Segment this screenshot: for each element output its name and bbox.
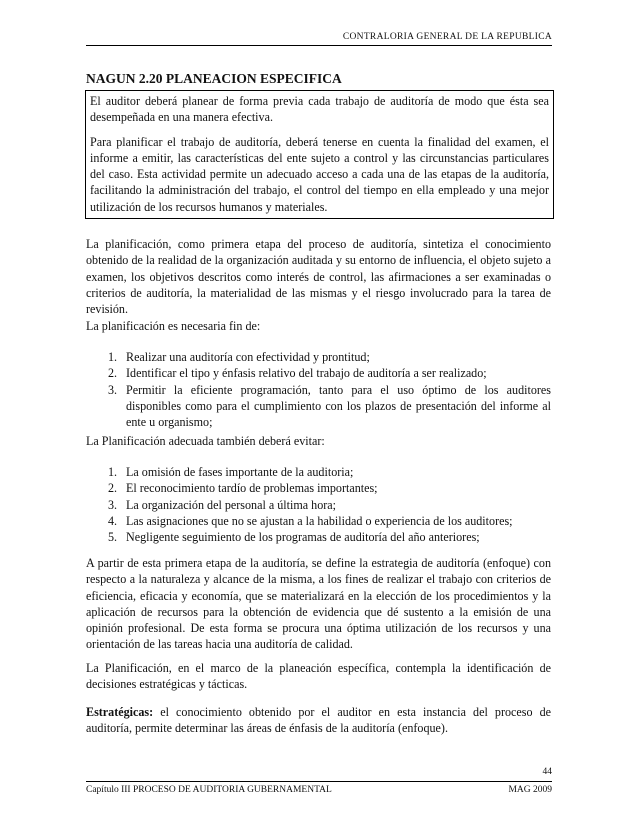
list-number: 2.: [108, 366, 118, 381]
page-number: 44: [542, 767, 552, 777]
list-item: [108, 365, 551, 381]
list-item-text: El reconocimiento tardío de problemas importantes;: [126, 481, 378, 496]
list-number: 2.: [108, 481, 118, 496]
norm-statement-box: [85, 90, 554, 219]
body-paragraph-2: A partir de esta primera etapa de la auditoría, se define la estrategia de auditoría (enfoque) con respecto a la naturaleza y alcance de la misma, a los fines de realizar el trabajo con criterios de eficiencia, eficacia y economía, que se materializará en la elección de los procedimientos y la aplicación de recursos para la obtención de evidencia que dé sustento a la emisión de una opinión profesional. De esta forma se procura una óptima utilización de los recursos y una orientación de las tareas hacia una auditoría de calidad.: [86, 556, 551, 652]
list-number: 5.: [108, 530, 118, 545]
list-item-text: La organización del personal a última hora;: [126, 497, 336, 512]
list-item: [108, 513, 551, 529]
section-title: NAGUN 2.20 PLANEACION ESPECIFICA: [86, 71, 342, 86]
body-paragraph-1: La planificación, como primera etapa del proceso de auditoría, sintetiza el conocimiento obtenido de la realidad de la organización auditada y su entorno de influencia, el objeto sujeto a examen, los objetivos descritos como interés de control, las afirmaciones a ser examinadas o criterios de auditoría, la materialidad de las mismas y el riesgo involucrado para la tarea de revisión.: [86, 237, 551, 317]
page-header: CONTRALORIA GENERAL DE LA REPUBLICA: [342, 32, 552, 42]
strategic-text: el conocimiento obtenido por el auditor en esta instancia del proceso de auditoría, permite determinar las áreas de énfasis de la auditoría (enfoque).: [86, 705, 551, 736]
footer-date: MAG 2009: [508, 785, 552, 795]
list-item-text: La omisión de fases importante de la auditoria;: [126, 465, 354, 479]
norm-paragraph-1: El auditor deberá planear de forma previa cada trabajo de auditoría de modo que ésta sea desempeñada en una manera efectiva.: [90, 94, 549, 125]
planning-purpose-list: [108, 349, 551, 430]
list-item-text: Permitir la eficiente programación, tanto para el uso óptimo de los auditores disponibles como para el cumplimiento con los plazos de presentación del informe al ente u organismo;: [126, 382, 551, 430]
planning-avoid-list: [108, 464, 551, 545]
footer-chapter: Capítulo III PROCESO DE AUDITORIA GUBERNAMENTAL: [86, 785, 332, 795]
header-rule: [86, 45, 552, 46]
list-item-text: Negligente seguimiento de los programas de auditoría del año anteriores;: [126, 530, 480, 545]
list-item: [108, 464, 551, 480]
list-2-intro: La Planificación adecuada también deberá evitar:: [86, 434, 325, 448]
list-item: [108, 480, 551, 496]
list-item: [108, 349, 551, 365]
list-item-text: Realizar una auditoría con efectividad y prontitud;: [126, 350, 370, 364]
list-1-intro: La planificación es necesaria fin de:: [86, 319, 261, 333]
footer-rule: [86, 781, 552, 782]
list-number: 3.: [108, 497, 118, 512]
body-paragraph-3: La Planificación, en el marco de la planeación específica, contempla la identificación de decisiones estratégicas y tácticas.: [86, 661, 551, 692]
list-item: [108, 497, 551, 513]
list-number: 1.: [108, 465, 118, 479]
list-item: [108, 529, 551, 545]
strategic-label: Estratégicas:: [86, 705, 154, 719]
list-number: 3.: [108, 382, 118, 397]
list-item: [108, 382, 551, 431]
list-number: 1.: [108, 350, 118, 364]
list-item-text: Las asignaciones que no se ajustan a la habilidad o experiencia de los auditores;: [126, 513, 513, 528]
list-number: 4.: [108, 513, 118, 528]
strategic-paragraph: [86, 704, 551, 737]
list-item-text: Identificar el tipo y énfasis relativo del trabajo de auditoría a ser realizado;: [126, 366, 487, 381]
norm-paragraph-2: Para planificar el trabajo de auditoría, deberá tenerse en cuenta la finalidad del examen, el informe a emitir, las características del ente sujeto a control y las circunstancias particulares del caso. Esta actividad permite un adecuado acceso a cada una de las etapas de la auditoría, facilitando la administración del trabajo, el control del tiempo en ella empleado y una mejor utilización de los recursos humanos y materiales.: [90, 134, 549, 214]
